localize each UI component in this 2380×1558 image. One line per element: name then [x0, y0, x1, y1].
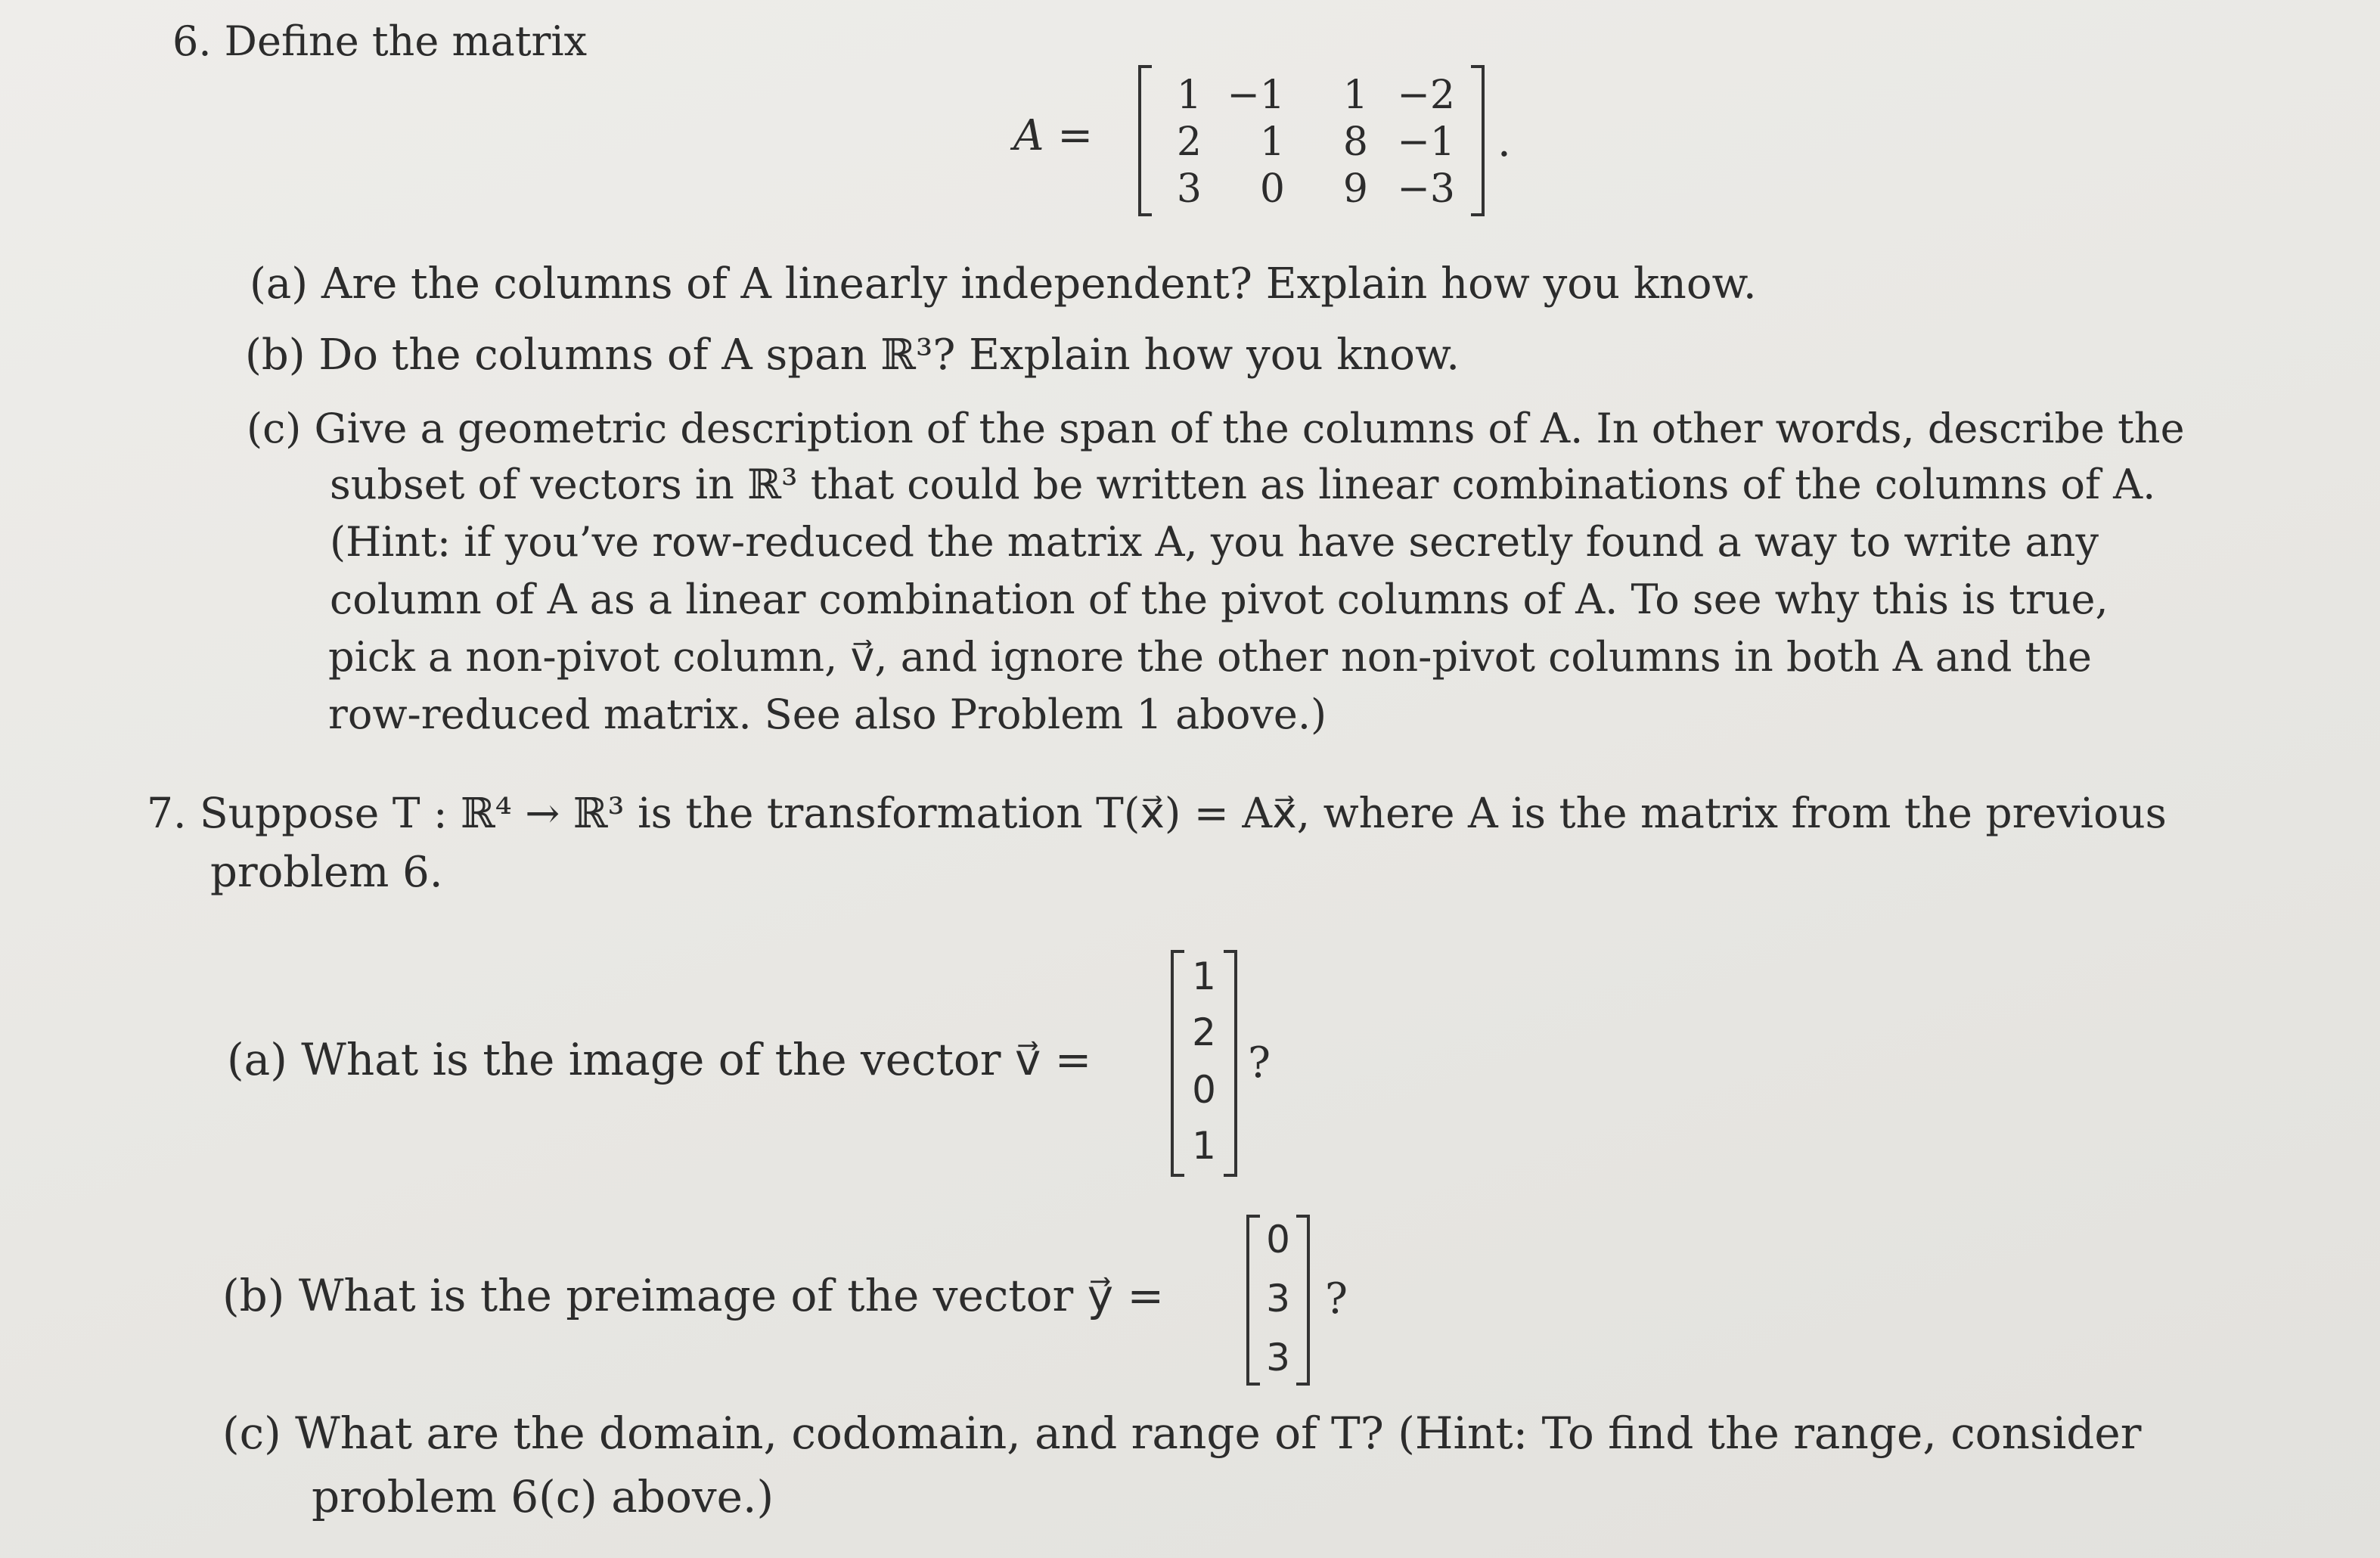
matrix-a: [1138, 65, 1485, 216]
vector-v: [1171, 950, 1237, 1177]
problem-6c-line-3: (Hint: if you’ve row-reduced the matrix A, you have secretly found a way to write any: [330, 518, 2099, 566]
problem-7c-line-2: problem 6(c) above.): [312, 1471, 774, 1522]
matrix-a-period: .: [1497, 117, 1511, 166]
matrix-cell: 0: [1259, 166, 1285, 212]
vector-entry: 0: [1266, 1218, 1290, 1262]
problem-7c-line-1: (c) What are the domain, codomain, and range of T? (Hint: To find the range, consider: [222, 1407, 2142, 1459]
vector-y: [1246, 1215, 1310, 1386]
matrix-cell: −2: [1397, 73, 1455, 118]
matrix-cell: 8: [1342, 119, 1368, 165]
problem-6b: (b) Do the columns of A span ℝ³? Explain how you know.: [245, 331, 1460, 380]
problem-6c-line-5: pick a non-pivot column, v⃗, and ignore the other non-pivot columns in both A and the: [328, 633, 2092, 681]
matrix-cell: 1: [1342, 73, 1368, 118]
problem-6c-line-6: row-reduced matrix. See also Problem 1 above.): [328, 691, 1327, 738]
vector-entry: 3: [1266, 1277, 1290, 1321]
matrix-cell: −3: [1397, 166, 1455, 212]
vector-entry: 1: [1192, 954, 1216, 998]
problem-6a: (a) Are the columns of A linearly independent? Explain how you know.: [250, 259, 1757, 309]
matrix-cell: −1: [1397, 119, 1455, 165]
vector-entry: 3: [1266, 1336, 1290, 1380]
matrix-cell: 1: [1176, 73, 1202, 118]
problem-7b-text: (b) What is the preimage of the vector y⃗ =: [222, 1270, 1165, 1321]
matrix-cell: 3: [1176, 166, 1202, 212]
vector-entry: 0: [1192, 1068, 1216, 1112]
matrix-cell: 2: [1176, 119, 1202, 165]
problem-6-heading: 6. Define the matrix: [172, 17, 588, 65]
problem-6c-line-2: subset of vectors in ℝ³ that could be written as linear combinations of the columns of A.: [330, 461, 2156, 508]
problem-7-line-1: 7. Suppose T : ℝ⁴ → ℝ³ is the transformation T(x⃗) = Ax⃗, where A is the matrix from the previous: [147, 789, 2167, 837]
matrix-cell: 1: [1259, 119, 1285, 165]
vector-entry: 1: [1192, 1124, 1216, 1168]
problem-6c-line-4: column of A as a linear combination of the pivot columns of A. To see why this is true,: [330, 576, 2108, 623]
matrix-a-label: A =: [1013, 111, 1094, 160]
problem-6c-line-1: (c) Give a geometric description of the span of the columns of A. In other words, describe the: [247, 405, 2185, 452]
matrix-cell: −1: [1227, 73, 1285, 118]
vector-entry: 2: [1192, 1010, 1216, 1054]
problem-7b-question-mark: ?: [1325, 1274, 1348, 1324]
problem-7a-text: (a) What is the image of the vector v⃗ =: [227, 1034, 1092, 1085]
matrix-cell: 9: [1342, 166, 1368, 212]
problem-7a-question-mark: ?: [1248, 1038, 1271, 1088]
problem-7-line-2: problem 6.: [210, 848, 443, 897]
